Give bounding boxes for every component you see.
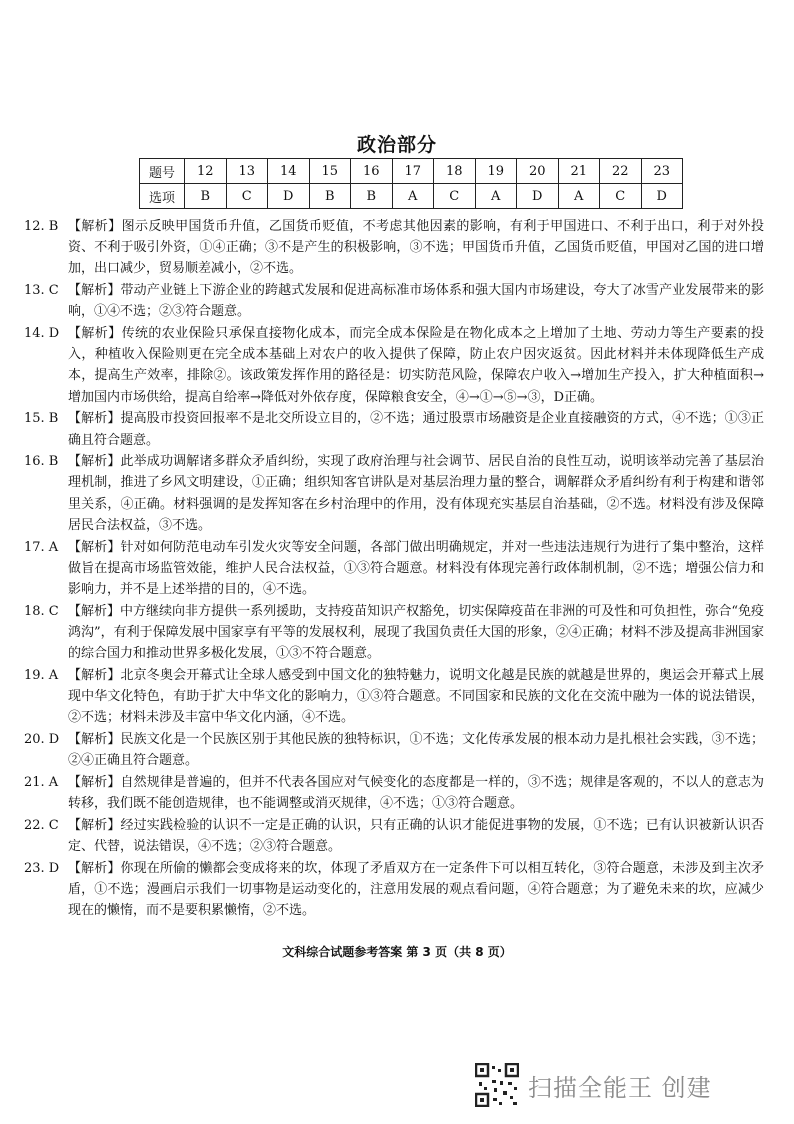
item-explanation-text: 【解析】经过实践检验的认识不一定是正确的认识，只有正确的认识才能促进事物的发展，①不选；已有认识被新认识否定、代替，说法错误，④不选；②③符合题意。 bbox=[68, 817, 764, 854]
answer-cell: D bbox=[517, 184, 559, 209]
answer-cell: B bbox=[309, 184, 351, 209]
question-number-cell: 23 bbox=[641, 159, 683, 184]
answer-cell: A bbox=[475, 184, 517, 209]
explanation-item bbox=[24, 815, 764, 857]
item-explanation-text: 【解析】针对如何防范电动车引发火灾等安全问题，各部门做出明确规定，并对一些违法违规行为进行了集中整治，这样做旨在提高市场监管效能，维护人民合法权益，①③符合题意。材料没有体现完善行政体制机制，②不选；增强公信力和影响力，并不是上述举措的目的，④不选。 bbox=[68, 539, 764, 597]
question-number-cell: 16 bbox=[351, 159, 393, 184]
item-explanation-text: 【解析】自然规律是普遍的，但并不代表各国应对气候变化的态度都是一样的，③不选；规律是客观的，不以人的意志为转移，我们既不能创造规律，也不能调整或消灭规律，④不选；①③符合题意。 bbox=[68, 774, 764, 811]
explanation-item bbox=[24, 216, 764, 280]
item-explanation-text: 【解析】民族文化是一个民族区别于其他民族的独特标识，①不选；文化传承发展的根本动力是扎根社会实践，③不选；②④正确且符合题意。 bbox=[68, 731, 764, 769]
row-label-number: 题号 bbox=[140, 159, 185, 184]
explanation-item bbox=[24, 280, 764, 322]
question-number-cell: 21 bbox=[558, 159, 600, 184]
item-number: 21. A bbox=[24, 774, 59, 790]
question-number-cell: 14 bbox=[268, 159, 310, 184]
question-number-cell: 12 bbox=[185, 159, 227, 184]
item-number: 17. A bbox=[24, 539, 59, 555]
question-number-row bbox=[140, 159, 683, 184]
item-explanation-text: 【解析】你现在所偷的懒都会变成将来的坎，体现了矛盾双方在一定条件下可以相互转化，③符合题意，未涉及到主次矛盾，①不选；漫画启示我们一切事物是运动变化的，注意用发展的观点看问题，④符合题意；为了避免未来的坎，应减少现在的懒惰，而不是要积累懒惰，②不选。 bbox=[68, 860, 764, 918]
explanation-item bbox=[24, 858, 764, 922]
page-footer: 文科综合试题参考答案 第 3 页（共 8 页） bbox=[282, 945, 512, 959]
answer-cell: A bbox=[558, 184, 600, 209]
item-explanation-text: 【解析】此举成功调解诸多群众矛盾纠纷，实现了政府治理与社会调节、居民自治的良性互动，说明该举动完善了基层治理机制，推进了乡风文明建设，①正确；组织知客官讲队是对基层治理力量的整合，调解群众矛盾纠纷有利于构建和谐邻里关系，④正确。材料强调的是发挥知客在乡村治理中的作用，没有体现充实基层自治基础，②不选。材料没有涉及保障居民合法权益，③不选。 bbox=[68, 454, 764, 533]
answer-cell: C bbox=[226, 184, 268, 209]
item-explanation-text: 【解析】提高股市投资回报率不是北交所设立目的，②不选；通过股票市场融资是企业直接融资的方式，④不选；①③正确且符合题意。 bbox=[68, 411, 764, 448]
answer-cell: B bbox=[351, 184, 393, 209]
item-number: 23. D bbox=[24, 860, 60, 876]
explanation-item bbox=[24, 601, 764, 665]
answer-cell: A bbox=[392, 184, 434, 209]
item-number: 14. D bbox=[24, 326, 60, 342]
row-label-answer: 选项 bbox=[140, 184, 185, 209]
item-explanation-text: 【解析】传统的农业保险只承保直接物化成本，而完全成本保险是在物化成本之上增加了土地、劳动力等生产要素的投入，种植收入保险则更在完全成本基础上对农户的收入提供了保障，防止农户因灾返贫。因此材料并未体现降低生产成本，提高生产效率，排除②。该政策发挥作用的路径是：切实防范风险，保障农户收入→增加生产投入，扩大种植面积→增加国内市场供给，提高自给率→降低对外依存度，保障粮食安全，④→①→⑤→③，D正确。 bbox=[68, 326, 764, 405]
item-explanation-text: 【解析】带动产业链上下游企业的跨越式发展和促进高标准市场体系和强大国内市场建设，夸大了冰雪产业发展带来的影响，①④不选；②③符合题意。 bbox=[68, 283, 764, 320]
item-explanation-text: 【解析】图示反映甲国货币升值，乙国货币贬值，不考虑其他因素的影响，有利于甲国进口、不利于出口，利于对外投资、不利于吸引外资，①④正确；③不是产生的积极影响，③不选；甲国货币升值，乙国货币贬值，甲国对乙国的进口增加，出口减少，贸易顺差减小，②不选。 bbox=[68, 219, 764, 277]
answer-cell: C bbox=[600, 184, 642, 209]
item-number: 15. B bbox=[24, 411, 59, 427]
question-number-cell: 22 bbox=[600, 159, 642, 184]
answer-cell: D bbox=[641, 184, 683, 209]
question-number-cell: 20 bbox=[517, 159, 559, 184]
explanation-item bbox=[24, 665, 764, 729]
watermark-text: 扫描全能王 创建 bbox=[528, 1074, 712, 1102]
section-title: 政治部分 bbox=[356, 134, 437, 156]
item-number: 20. D bbox=[24, 731, 60, 747]
explanation-item bbox=[24, 729, 764, 771]
question-number-cell: 19 bbox=[475, 159, 517, 184]
item-number: 19. A bbox=[24, 667, 59, 683]
item-number: 18. C bbox=[24, 603, 59, 619]
item-explanation-text: 【解析】中方继续向非方提供一系列援助，支持疫苗知识产权豁免，切实保障疫苗在非洲的可及性和可负担性，弥合“免疫鸿沟”，有利于保障发展中国家享有平等的发展权利，展现了我国负责任大国的形象，②④正确；材料不涉及提高非洲国家的综合国力和推动世界多极化发展，①③不符合题意。 bbox=[68, 603, 764, 662]
explanation-item bbox=[24, 323, 764, 408]
item-number: 12. B bbox=[24, 219, 59, 234]
answer-cell: C bbox=[434, 184, 476, 209]
item-explanation-text: 【解析】北京冬奥会开幕式让全球人感受到中国文化的独特魅力，说明文化越是民族的就越是世界的，奥运会开幕式上展现中华文化特色，有助于扩大中华文化的影响力，①③符合题意。不同国家和民族的文化在交流中融为一体的说法错误，②不选；材料未涉及丰富中华文化内涵，④不选。 bbox=[68, 667, 764, 726]
qr-code-icon bbox=[475, 1063, 519, 1107]
answer-row bbox=[140, 184, 683, 209]
item-number: 16. B bbox=[24, 454, 59, 470]
answer-cell: B bbox=[185, 184, 227, 209]
explanation-item bbox=[24, 537, 764, 601]
explanation-list bbox=[24, 216, 764, 922]
explanation-item bbox=[24, 408, 764, 450]
answer-table bbox=[139, 158, 683, 209]
answer-cell: D bbox=[268, 184, 310, 209]
item-number: 22. C bbox=[24, 817, 59, 833]
question-number-cell: 17 bbox=[392, 159, 434, 184]
question-number-cell: 13 bbox=[226, 159, 268, 184]
question-number-cell: 18 bbox=[434, 159, 476, 184]
question-number-cell: 15 bbox=[309, 159, 351, 184]
item-number: 13. C bbox=[24, 283, 59, 299]
explanation-item bbox=[24, 772, 764, 814]
explanation-item bbox=[24, 451, 764, 536]
